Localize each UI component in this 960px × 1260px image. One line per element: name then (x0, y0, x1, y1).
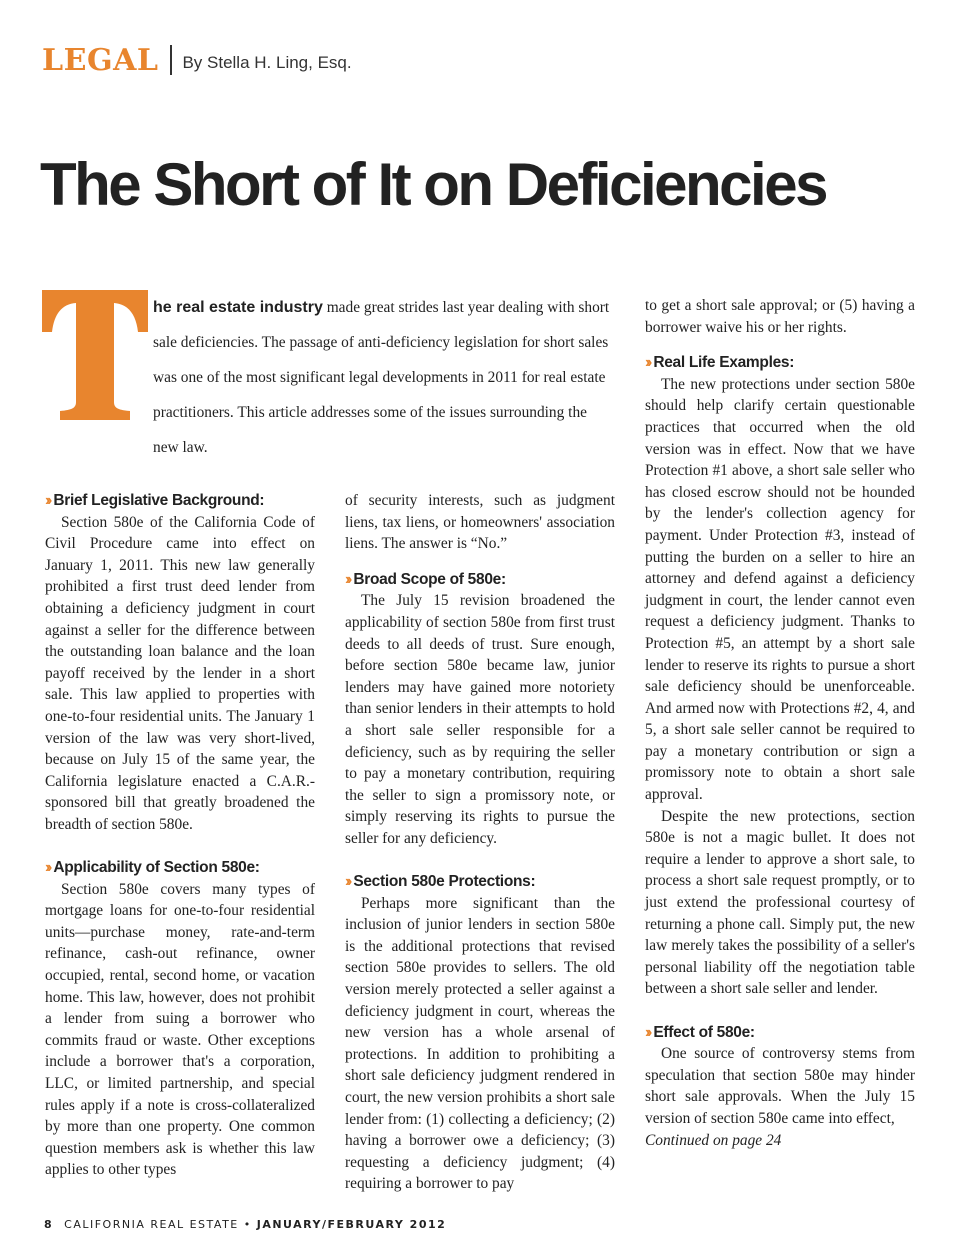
issue-date: JANUARY/FEBRUARY 2012 (256, 1218, 447, 1231)
footer-bullet: • (243, 1218, 252, 1231)
paragraph: One source of controversy stems from speculation that section 580e may hinder short sale approvals. When the July 15 version of section 580e came into effect, (645, 1045, 915, 1127)
paragraph-continued: of security interests, such as judgment liens, tax liens, or homeowners' association liens. The answer is “No.” (345, 492, 615, 553)
continued-note: Continued on page 24 (645, 1131, 782, 1149)
subhead-protections: ›› Section 580e Protections: (345, 873, 536, 891)
page-footer (44, 1218, 446, 1231)
chevron-right-icon: ›› (645, 1023, 650, 1041)
subhead-effect: ›› Effect of 580e: (645, 1023, 755, 1041)
section-tag: LEGAL (42, 42, 159, 78)
intro-body: made great strides last year dealing with short sale deficiencies. The passage of anti-deficiency legislation for short sales was one of the most significant legal developments in 2011 for real estate practitioners. This article addresses some of the issues surrounding the new law. (153, 299, 610, 456)
column-2 (345, 490, 615, 1195)
chevron-right-icon: ›› (345, 570, 350, 588)
article-intro (42, 290, 616, 465)
page-number: 8 (44, 1218, 54, 1231)
chevron-right-icon: ›› (645, 354, 650, 372)
chevron-right-icon: ›› (345, 873, 350, 891)
paragraph: The July 15 revision broadened the applicability of section 580e from first trust deeds to all deeds of trust. Sure enough, before section 580e became law, junior lenders may have gained more notoriety than senior lenders in their attempts to hold a short sale seller responsible for a deficiency, such as by requiring the seller to pay a monetary contribution, requiring the seller to sign a promissory note, or simply reserving its rights to pursue the seller for any deficiency. (345, 592, 615, 847)
paragraph: Perhaps more significant than the inclusion of junior lenders in section 580e is the additional protections that revised section 580e provides to sellers. The old version merely protected a seller against a deficiency judgment in court, whereas the new version has a whole arsenal of protections. In addition to prohibiting a short sale deficiency judgment rendered in court, the new version prohibits a short sale lender from: (1) collecting a deficiency; (2) having a borrower owe a deficiency; (3) requesting a deficiency judgment; (4) requiring a borrower to pay (345, 894, 615, 1193)
chevron-right-icon: ›› (45, 492, 50, 509)
paragraph: Section 580e of the California Code of Civil Procedure came into effect on January 1, 2011. This new law generally prohibited a first trust deed lender from obtaining a deficiency judgment in court against a seller for the difference between the outstanding loan balance and the loan payoff received by the lender in a short sale. This law applied to properties with one-to-four residential units. The January 1 version of the law was very short-lived, because on July 15 of the same year, the California legislature enacted a C.A.R.-sponsored bill that greatly broadened the breadth of section 580e. (45, 513, 315, 833)
article-title: The Short of It on Deficiencies (40, 151, 826, 218)
paragraph: The new protections under section 580e should help clarify certain questionable practices that occurred when the old version was in effect. Now that we have Protection #1 above, a short sale seller who has closed escrow should not be hounded by the lender's collection agency for payment. Under Protection #3, instead of putting the burden on a seller to hire an attorney and defend against a deficiency judgment in court, the lender cannot even request a deficiency judgment. Thanks to Protection #5, an attempt by a short sale lender to reserve its rights to pursue a short sale deficiency should be unenforceable. And armed now with Protections #2, 4, and 5, a short sale seller cannot be required to pay a monetary contribution or sign a promissory note to obtain a short sale approval. (645, 375, 915, 804)
subhead-applicability: ›› Applicability of Section 580e: (45, 859, 260, 877)
subhead-scope: ›› Broad Scope of 580e: (345, 570, 506, 588)
column-3 (645, 295, 915, 1151)
drop-cap (42, 290, 148, 420)
paragraph: Despite the new protections, section 580e is not a magic bullet. It does not require a lender to approve a short sale, to process a short sale request promptly, or to just extend the professional courtesy of returning a phone call. Simply put, the new law merely takes the possibility of a seller's personal liability off the negotiation table between a short sale seller and lender. (645, 807, 915, 998)
subhead-background: ›› Brief Legislative Background: (45, 492, 265, 509)
paragraph: Section 580e covers many types of mortgage loans for one-to-four residential units—purchase money, rate-and-term refinance, cash-out refinance, owner occupied, rental, second home, or vacation home. This law, however, does not prohibit a lender from suing a borrower who commits fraud or waste. Other exceptions include a borrower that's a corporation, LLC, or limited partnership, and special rules apply if a note is cross-collateralized by more than one property. One common question members ask is whether this law applies to other types (45, 880, 315, 1179)
intro-text (153, 290, 616, 465)
column-1 (45, 490, 315, 1181)
chevron-right-icon: ›› (45, 859, 50, 877)
publication-name: CALIFORNIA REAL ESTATE (64, 1218, 239, 1231)
byline: By Stella H. Ling, Esq. (182, 53, 352, 72)
paragraph-continued: to get a short sale approval; or (5) having a borrower waive his or her rights. (645, 297, 915, 336)
page-header (42, 40, 352, 80)
header-divider (170, 45, 172, 75)
subhead-examples: ›› Real Life Examples: (645, 354, 795, 372)
lead-in: he real estate industry (153, 299, 323, 316)
